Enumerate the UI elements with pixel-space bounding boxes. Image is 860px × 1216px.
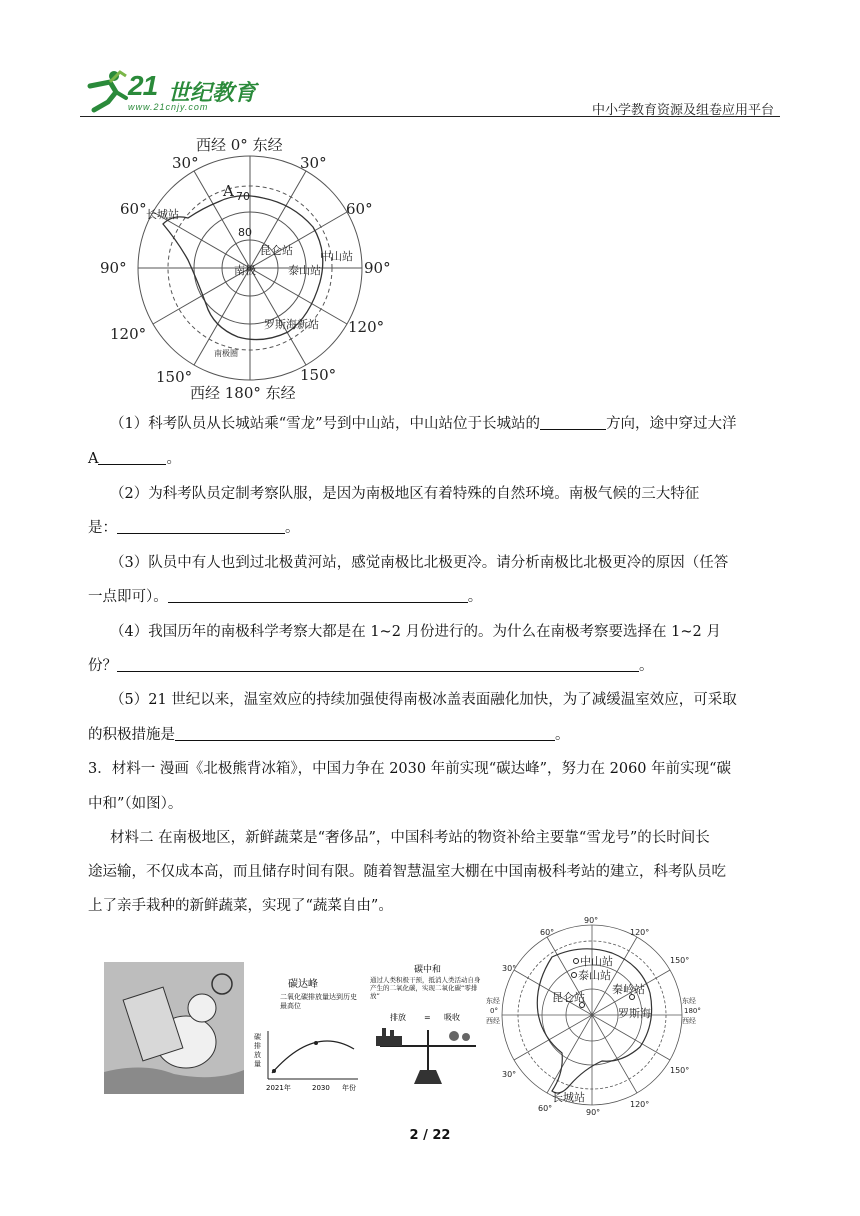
map1-kunlun: 昆仑站 <box>260 244 293 257</box>
svg-text:西经: 西经 <box>486 1017 500 1025</box>
svg-text:秦岭站: 秦岭站 <box>612 983 645 996</box>
balance-scale-icon <box>376 1028 476 1084</box>
question-4: （4）我国历年的南极科学考察大都是在 1~2 月份进行的。为什么在南极考察要选择在 1~2 月 <box>110 624 721 640</box>
map1-e60: 60° <box>346 200 373 218</box>
svg-text:180°: 180° <box>684 1007 701 1015</box>
svg-text:东经: 东经 <box>486 997 500 1005</box>
question-3-cont: 一点即可）。 。 <box>88 589 483 605</box>
svg-text:长城站: 长城站 <box>552 1091 585 1104</box>
peak-title: 碳达峰 <box>288 979 318 990</box>
svg-text:中山站: 中山站 <box>580 955 613 968</box>
map1-top-label: 西经 0° 东经 <box>196 136 283 154</box>
question-4-cont: 份？ 。 <box>88 658 654 674</box>
runner-logo-icon <box>80 68 130 114</box>
map1-w30: 30° <box>172 154 199 172</box>
svg-text:60°: 60° <box>538 1104 553 1113</box>
map1-nanji: 南极 <box>234 264 256 277</box>
map1-e30: 30° <box>300 154 327 172</box>
answer-blank-1b[interactable] <box>98 450 166 465</box>
logo-text: 世纪教育 <box>168 81 257 106</box>
answer-blank-1a[interactable] <box>540 415 606 430</box>
svg-text:120°: 120° <box>630 928 650 937</box>
svg-text:150°: 150° <box>670 956 690 965</box>
map1-w150: 150° <box>156 368 193 386</box>
q3-material1: 3．材料一 漫画《北极熊背冰箱》，中国力争在 2030 年前实现“碳达峰”，努力在 2060 年前实现“碳 <box>88 761 732 777</box>
svg-text:120°: 120° <box>630 1100 650 1109</box>
svg-text:西经: 西经 <box>682 1017 696 1025</box>
question-5-cont: 的积极措施是 。 <box>88 727 570 743</box>
answer-blank-5[interactable] <box>175 726 555 741</box>
map1-changcheng: 长城站 <box>146 208 179 221</box>
x-2030: 2030 <box>312 1084 330 1092</box>
map1-bottom-label: 西经 180° 东经 <box>190 384 296 400</box>
question-2-cont: 是： 。 <box>88 520 300 536</box>
svg-text:泰山站: 泰山站 <box>578 969 611 982</box>
q3-material1-cont: 中和”（如图）。 <box>88 796 183 812</box>
svg-text:0°: 0° <box>490 1007 498 1015</box>
answer-blank-4[interactable] <box>117 657 639 672</box>
carbon-peak-chart <box>254 975 364 1095</box>
svg-text:90°: 90° <box>584 916 599 925</box>
logo <box>80 68 280 114</box>
question-1-cont: A 。 <box>88 451 181 467</box>
map1-zhongshan: 中山站 <box>320 250 353 263</box>
question-5: （5）21 世纪以来，温室效应的持续加强使得南极冰盖表面融化加快，为了减缓温室效应，可采取 <box>110 692 737 708</box>
neutral-title: 碳中和 <box>414 965 442 975</box>
logo-url: www.21cnjy.com <box>128 102 209 112</box>
map1-point-a: A <box>223 182 234 200</box>
map1-e150: 150° <box>300 366 337 384</box>
map1-lat70: 70 <box>236 190 250 203</box>
header-divider <box>80 116 780 117</box>
map1-e90: 90° <box>364 259 391 277</box>
page-number: 2 / 22 <box>409 1128 451 1143</box>
platform-name: 中小学教育资源及组卷应用平台 <box>591 103 774 118</box>
svg-text:东经: 东经 <box>682 997 696 1005</box>
neutral-note: 通过人类积极干预，抵消人类活动自身产生的二氧化碳，实现二氧化碳“零排放” <box>370 976 481 1000</box>
map1-taishan: 泰山站 <box>288 264 321 277</box>
polar-bear-fridge-cartoon <box>104 962 244 1094</box>
svg-text:60°: 60° <box>540 928 555 937</box>
question-2: （2）为科考队员定制考察队服，是因为南极地区有着特殊的自然环境。南极气候的三大特征 <box>110 486 700 502</box>
map1-luosihai: 罗斯海新站 <box>264 318 319 331</box>
peak-note: 二氧化碳排放量达到历史最高位 <box>280 993 357 1010</box>
q3-material2-end: 上了亲手栽种的新鲜蔬菜，实现了“蔬菜自由”。 <box>88 898 393 914</box>
q3-material2: 材料二 在南极地区，新鲜蔬菜是“奢侈品”，中国科考站的物资补给主要靠“雪龙号”的长时间长 <box>110 830 710 846</box>
question-3: （3）队员中有人也到过北极黄河站，感觉南极比北极更冷。请分析南极比北极更冷的原因（任答 <box>110 555 729 571</box>
svg-text:150°: 150° <box>670 1066 690 1075</box>
emit-label: 排放 <box>390 1013 406 1022</box>
svg-text:30°: 30° <box>502 964 517 973</box>
svg-text:30°: 30° <box>502 1070 517 1079</box>
equals-label: = <box>424 1013 431 1022</box>
peak-y-axis: 碳排放量 <box>254 1033 261 1068</box>
svg-text:昆仑站: 昆仑站 <box>552 991 585 1004</box>
map1-nanjiquan: 南极圈 <box>214 349 238 358</box>
map1-lat80: 80 <box>238 226 252 239</box>
q3-material2-cont: 途运输，不仅成本高，而且储存时间有限。随着智慧温室大棚在中国南极科考站的建立，科考队员吃 <box>88 864 726 880</box>
map1-w90: 90° <box>100 259 127 277</box>
carbon-neutral-figure <box>370 960 486 1095</box>
map1-e120: 120° <box>348 318 385 336</box>
map1-w120: 120° <box>110 325 147 343</box>
answer-blank-3[interactable] <box>168 588 468 603</box>
svg-text:90°: 90° <box>586 1108 601 1117</box>
svg-text:罗斯海: 罗斯海 <box>618 1007 651 1020</box>
x-axis-label: 年份 <box>342 1084 356 1092</box>
map1-w60: 60° <box>120 200 147 218</box>
x-2021: 2021年 <box>266 1084 291 1092</box>
question-1: （1）科考队员从长城站乘“雪龙”号到中山站，中山站位于长城站的 方向，途中穿过大洋 <box>110 416 737 432</box>
antarctica-map <box>88 132 408 400</box>
logo-number: 21 <box>128 70 158 101</box>
antarctica-map-2 <box>472 913 712 1117</box>
answer-blank-2[interactable] <box>117 519 285 534</box>
absorb-label: 吸收 <box>444 1013 460 1022</box>
